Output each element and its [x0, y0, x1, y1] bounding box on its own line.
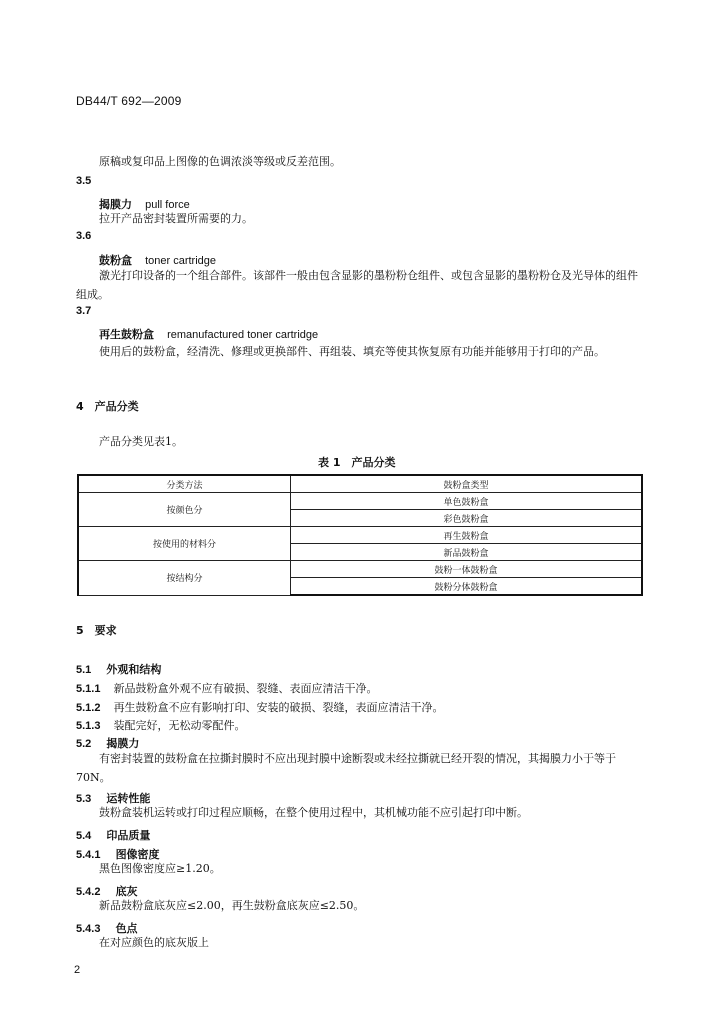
def-term: 鼓粉盒: [99, 254, 132, 267]
def-term: 揭膜力: [99, 198, 132, 211]
section-5-heading: 5 要求: [76, 624, 117, 637]
clause-text: 装配完好，无松动零配件。: [113, 719, 246, 732]
clause-5-4-2: [76, 880, 138, 899]
clause-text: 在对应颜色的底灰版上: [99, 936, 209, 949]
clause-text: 新品鼓粉盒底灰应≤2.00，再生鼓粉盒底灰应≤2.50。: [99, 899, 365, 912]
def-term-line: [99, 193, 190, 212]
table-type-cell: 单色鼓粉盒: [291, 493, 643, 510]
clause-5-4-1: [76, 843, 160, 862]
clause-number: 5.1: [76, 664, 92, 676]
table-type-cell: 再生鼓粉盒: [291, 527, 643, 544]
clause-5-1: [76, 658, 161, 677]
classification-table: [77, 474, 643, 596]
table-header-cell: 鼓粉盒类型: [291, 475, 643, 493]
clause-number: 5.3: [76, 793, 92, 805]
def-term-english: pull force: [145, 199, 190, 211]
def-text: 激光打印设备的一个组合部件。该部件一般由包含显影的墨粉粉仓组件、或包含显影的墨粉粉仓及光导体的组件组成。: [76, 269, 638, 301]
table-header-row: [78, 475, 642, 493]
clause-number: 5.4.1: [76, 849, 101, 861]
clause-title: 印品质量: [106, 829, 151, 842]
section-4-intro: 产品分类见表1。: [99, 435, 183, 448]
table-title: 表 1 产品分类: [318, 456, 396, 469]
clause-5-3: [76, 787, 150, 806]
table-row: [78, 493, 642, 510]
section-4-heading: 4 产品分类: [76, 400, 139, 413]
clause-5-1-2: [76, 696, 444, 716]
clause-5-4-3: [76, 917, 138, 936]
def-number: 3.5: [76, 175, 92, 187]
page-number: 2: [74, 964, 81, 976]
clause-number: 5.1.3: [76, 720, 101, 732]
clause-text: 新品鼓粉盒外观不应有破损、裂缝、表面应清洁干净。: [113, 682, 378, 695]
def-term-english: toner cartridge: [145, 255, 217, 267]
intro-line: 原稿或复印品上图像的色调浓淡等级或反差范围。: [99, 155, 341, 168]
table-type-cell: 鼓粉一体鼓粉盒: [291, 561, 643, 578]
clause-text: 再生鼓粉盒不应有影响打印、安装的破损、裂缝，表面应清洁干净。: [113, 701, 444, 714]
clause-text: 黑色图像密度应≥1.20。: [99, 862, 221, 875]
table-method-cell: 按颜色分: [78, 493, 291, 527]
table-type-cell: 彩色鼓粉盒: [291, 510, 643, 527]
def-term-english: remanufactured toner cartridge: [167, 329, 319, 341]
clause-number: 5.1.1: [76, 683, 101, 695]
clause-number: 5.1.2: [76, 702, 101, 714]
def-term: 再生鼓粉盒: [99, 328, 154, 341]
clause-number: 5.4.3: [76, 923, 101, 935]
table-row: [78, 561, 642, 578]
clause-title: 图像密度: [115, 848, 160, 861]
clause-5-1-3: [76, 714, 246, 734]
table-header-cell: 分类方法: [78, 475, 291, 493]
clause-title: 揭膜力: [106, 737, 140, 750]
clause-text: 鼓粉盒装机运转或打印过程应顺畅，在整个使用过程中，其机械功能不应引起打印中断。: [99, 806, 528, 819]
clause-number: 5.4.2: [76, 886, 101, 898]
clause-text: 有密封装置的鼓粉盒在拉撕封膜时不应出现封膜中途断裂或未经拉撕就已经开裂的情况，其揭膜力小于等于70N。: [76, 752, 616, 784]
table-method-cell: 按结构分: [78, 561, 291, 596]
clause-title: 色点: [115, 922, 138, 935]
def-number: 3.7: [76, 305, 92, 317]
clause-5-4: [76, 824, 150, 843]
def-text: 拉开产品密封装置所需要的力。: [99, 212, 253, 225]
table-type-cell: 鼓粉分体鼓粉盒: [291, 578, 643, 596]
clause-5-1-1: [76, 677, 378, 697]
clause-number: 5.4: [76, 830, 92, 842]
def-number: 3.6: [76, 230, 92, 242]
clause-title: 运转性能: [106, 792, 151, 805]
table-row: [78, 527, 642, 544]
clause-number: 5.2: [76, 738, 92, 750]
def-term-line: [99, 323, 318, 342]
clause-title: 外观和结构: [106, 663, 162, 676]
clause-title: 底灰: [115, 885, 138, 898]
def-text: 使用后的鼓粉盒，经清洗、修理或更换部件、再组装、填充等使其恢复原有功能并能够用于打印的产品。: [99, 345, 605, 358]
document-header-id: DB44/T 692—2009: [76, 94, 182, 108]
table-method-cell: 按使用的材料分: [78, 527, 291, 561]
table-type-cell: 新品鼓粉盒: [291, 544, 643, 561]
